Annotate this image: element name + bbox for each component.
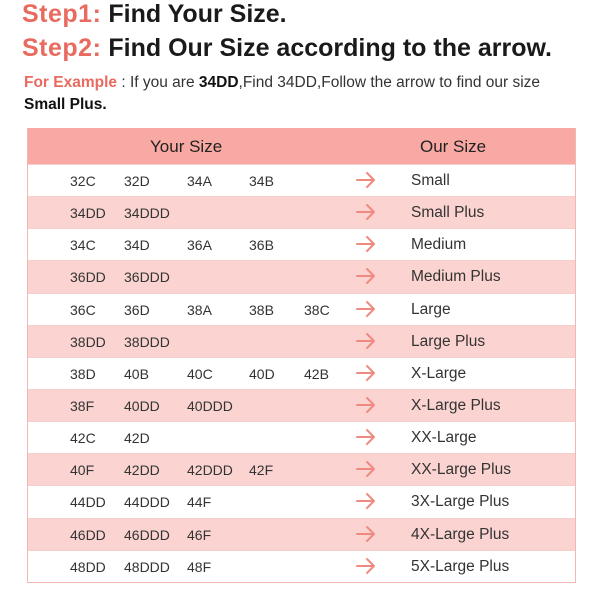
arrow-right-icon [356,396,376,414]
your-size-cell: 44DDD [124,494,170,511]
your-size-cell: 36D [124,301,150,318]
table-row [28,389,575,421]
step2-text: Find Our Size according to the arrow. [108,34,552,62]
your-size-cell: 34A [187,173,212,189]
step1-heading [22,0,287,29]
our-size-cell: 4X-Large Plus [411,525,510,543]
your-size-cell: 44F [187,494,212,511]
your-size-cell: 38F [70,397,95,414]
example-text-1: : If you are [117,74,199,91]
your-size-cell: 34DDD [124,205,170,222]
arrow-right-icon [356,460,376,478]
arrow-right-icon [356,300,376,318]
your-size-cell: 32D [124,173,150,189]
your-size-cell: 40C [187,365,213,382]
our-size-cell: Medium [411,236,467,254]
our-size-cell: Medium Plus [411,268,501,286]
our-size-cell: X-Large Plus [411,396,501,414]
your-size-cell: 42D [124,430,150,447]
our-size-cell: 3X-Large Plus [411,493,510,511]
your-size-cell: 36A [187,237,212,254]
your-size-cell: 42DD [124,462,160,479]
table-row [28,421,575,453]
table-row [28,550,575,582]
your-size-cell: 38B [249,301,274,318]
step2-heading [22,34,552,63]
your-size-cell: 46DDD [124,526,170,543]
your-size-cell: 38DD [70,333,106,350]
your-size-cell: 36DDD [124,269,170,286]
our-size-cell: XX-Large [411,429,477,447]
your-size-cell: 40F [70,462,95,479]
arrow-right-icon [356,428,376,446]
your-size-cell: 38D [70,365,96,382]
table-row [28,228,575,260]
table-row [28,518,575,550]
our-size-cell: X-Large [411,364,467,382]
table-row [28,485,575,517]
arrow-right-icon [356,557,376,575]
table-row [28,453,575,485]
your-size-cell: 36C [70,301,96,318]
arrow-right-icon [356,332,376,350]
example-text-2: ,Find 34DD,Follow the arrow to find our size [238,74,541,91]
table-row [28,164,575,196]
our-size-cell: Small [411,172,450,189]
your-size-cell: 42F [249,462,274,479]
header-our-size: Our Size [420,137,487,156]
table-header [28,128,575,164]
your-size-cell: 34C [70,237,96,254]
your-size-cell: 34B [249,173,274,189]
your-size-cell: 38A [187,301,212,318]
our-size-cell: Small Plus [411,204,485,222]
our-size-cell: Large Plus [411,332,486,350]
your-size-cell: 40DDD [187,397,233,414]
your-size-cell: 48DDD [124,558,170,575]
your-size-cell: 36B [249,237,274,254]
your-size-cell: 40DD [124,397,160,414]
your-size-cell: 44DD [70,494,106,511]
your-size-cell: 36DD [70,269,106,286]
your-size-cell: 46F [187,526,212,543]
table-body [28,164,575,582]
step2-number: Step2: [22,34,102,62]
example-paragraph [24,72,584,116]
arrow-right-icon [356,235,376,253]
table-row [28,260,575,292]
size-chart-table [27,128,576,583]
our-size-cell: Large [411,300,451,318]
our-size-cell: XX-Large Plus [411,461,511,479]
your-size-cell: 42DDD [187,462,233,479]
arrow-right-icon [356,492,376,510]
your-size-cell: 38C [304,301,330,318]
arrow-right-icon [356,171,376,189]
table-row [28,293,575,325]
arrow-right-icon [356,364,376,382]
your-size-cell: 38DDD [124,333,170,350]
our-size-cell: 5X-Large Plus [411,557,510,575]
your-size-cell: 34D [124,237,150,254]
your-size-cell: 46DD [70,526,106,543]
table-row [28,196,575,228]
step1-number: Step1: [22,0,102,28]
your-size-cell: 40D [249,365,275,382]
table-row [28,357,575,389]
arrow-right-icon [356,203,376,221]
arrow-right-icon [356,267,376,285]
arrow-right-icon [356,525,376,543]
table-row [28,325,575,357]
your-size-cell: 40B [124,365,149,382]
your-size-cell: 42C [70,430,96,447]
your-size-cell: 34DD [70,205,106,222]
example-size: 34DD [198,74,239,91]
your-size-cell: 32C [70,173,96,189]
example-result: Small Plus. [24,96,107,113]
example-label: For Example [24,74,118,91]
your-size-cell: 42B [304,365,329,382]
your-size-cell: 48DD [70,558,106,575]
step1-text: Find Your Size. [108,0,287,28]
your-size-cell: 48F [187,558,212,575]
header-your-size: Your Size [150,137,223,156]
